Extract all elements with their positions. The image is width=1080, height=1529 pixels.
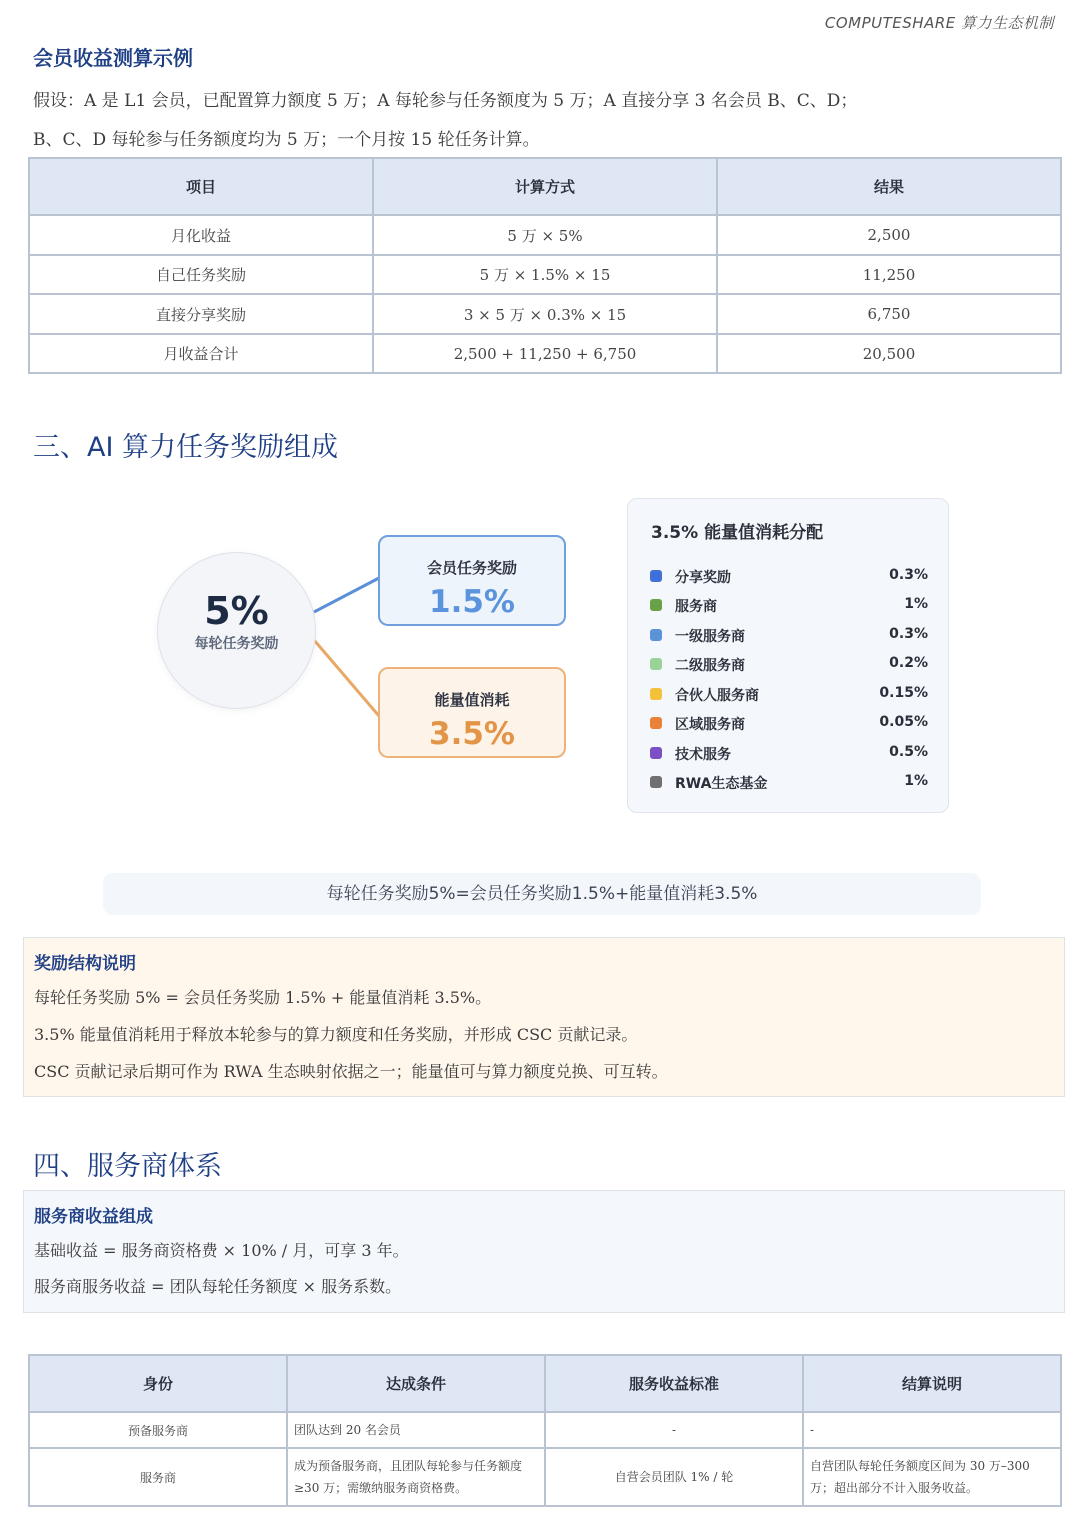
- distribution-item: [650, 713, 928, 735]
- cell-condition: 成为预备服务商，且团队每轮参与任务额度 ≥30 万；需缴纳服务商资格费。: [287, 1448, 545, 1506]
- energy-label: 能量值消耗: [434, 691, 510, 709]
- table-row: [29, 1448, 1061, 1506]
- distribution-item: [650, 772, 928, 794]
- distribution-item-value: 0.15%: [879, 685, 928, 701]
- section-3-title: 三、AI 算力任务奖励组成: [33, 432, 339, 463]
- legend-swatch: [650, 599, 662, 611]
- cell-result: 11,250: [717, 255, 1061, 294]
- distribution-item-value: 0.3%: [889, 567, 928, 583]
- provider-table: [28, 1354, 1062, 1507]
- reward-formula-bar: 每轮任务奖励5%=会员任务奖励1.5%+能量值消耗3.5%: [103, 873, 981, 915]
- distribution-item-value: 1%: [904, 773, 928, 789]
- reward-note-line: CSC 贡献记录后期可作为 RWA 生态映射依据之一；能量值可与算力额度兑换、可互转。: [34, 1062, 668, 1081]
- legend-swatch: [650, 747, 662, 759]
- col-header-role: 身份: [29, 1355, 287, 1412]
- distribution-item-value: 0.2%: [889, 655, 928, 671]
- legend-swatch: [650, 570, 662, 582]
- cell-condition: 团队达到 20 名会员: [287, 1412, 545, 1448]
- example-title: 会员收益测算示例: [33, 46, 193, 70]
- distribution-item: [650, 654, 928, 676]
- cell-result: 2,500: [717, 215, 1061, 255]
- total-reward-label: 每轮任务奖励: [194, 636, 279, 652]
- table-header-row: [29, 1355, 1061, 1412]
- provider-income-note: [23, 1190, 1065, 1313]
- total-reward-value: 5%: [204, 589, 269, 633]
- distribution-item-name: 一级服务商: [675, 629, 745, 645]
- distribution-item-value: 0.5%: [889, 744, 928, 760]
- distribution-title: 3.5% 能量值消耗分配: [651, 523, 824, 543]
- example-assumption-line-2: B、C、D 每轮参与任务额度均为 5 万；一个月按 15 轮任务计算。: [33, 130, 540, 150]
- energy-distribution-panel: [627, 498, 949, 813]
- legend-swatch: [650, 629, 662, 641]
- distribution-item-name: 服务商: [675, 599, 717, 615]
- reward-note-line: 每轮任务奖励 5% = 会员任务奖励 1.5% + 能量值消耗 3.5%。: [34, 988, 492, 1007]
- cell-role: 服务商: [29, 1448, 287, 1506]
- example-assumption-line-1: 假设：A 是 L1 会员，已配置算力额度 5 万；A 每轮参与任务额度为 5 万；A 直接分享 3 名会员 B、C、D；: [33, 91, 858, 111]
- distribution-item-value: 0.05%: [879, 714, 928, 730]
- legend-swatch: [650, 776, 662, 788]
- cell-item: 自己任务奖励: [29, 255, 373, 294]
- distribution-item-value: 0.3%: [889, 626, 928, 642]
- cell-item: 直接分享奖励: [29, 294, 373, 334]
- total-reward-circle: [157, 552, 316, 709]
- distribution-item-name: 合伙人服务商: [675, 688, 759, 704]
- distribution-item-name: RWA生态基金: [675, 776, 768, 792]
- cell-result: 20,500: [717, 334, 1061, 373]
- distribution-item-name: 二级服务商: [675, 658, 745, 674]
- cell-method: 3 × 5 万 × 0.3% × 15: [373, 294, 717, 334]
- provider-income-line: 基础收益 = 服务商资格费 × 10% / 月，可享 3 年。: [34, 1241, 409, 1260]
- col-header-condition: 达成条件: [287, 1355, 545, 1412]
- distribution-item: [650, 743, 928, 765]
- cell-method: 2,500 + 11,250 + 6,750: [373, 334, 717, 373]
- table-row: [29, 1412, 1061, 1448]
- member-reward-value: 1.5%: [429, 584, 515, 620]
- col-header-standard: 服务收益标准: [545, 1355, 803, 1412]
- legend-swatch: [650, 717, 662, 729]
- legend-swatch: [650, 688, 662, 700]
- provider-income-line: 服务商服务收益 = 团队每轮任务额度 × 服务系数。: [34, 1277, 402, 1296]
- cell-item: 月收益合计: [29, 334, 373, 373]
- cell-standard: 自营会员团队 1% / 轮: [545, 1448, 803, 1506]
- distribution-item: [650, 595, 928, 617]
- energy-value: 3.5%: [429, 716, 515, 752]
- reward-note-title: 奖励结构说明: [34, 954, 136, 974]
- cell-settlement: 自营团队每轮任务额度区间为 30 万–300 万；超出部分不计入服务收益。: [803, 1448, 1061, 1506]
- distribution-item: [650, 625, 928, 647]
- section-4-title: 四、服务商体系: [33, 1151, 222, 1182]
- cell-settlement: -: [803, 1412, 1061, 1448]
- distribution-item-name: 技术服务: [675, 747, 731, 763]
- connector-to-member: [314, 578, 379, 612]
- legend-swatch: [650, 658, 662, 670]
- distribution-item: [650, 566, 928, 588]
- member-reward-box: [378, 535, 566, 626]
- col-header-settlement: 结算说明: [803, 1355, 1061, 1412]
- distribution-item: [650, 684, 928, 706]
- col-header-method: 计算方式: [373, 158, 717, 215]
- distribution-item-name: 区域服务商: [675, 717, 745, 733]
- cell-role: 预备服务商: [29, 1412, 287, 1448]
- cell-item: 月化收益: [29, 215, 373, 255]
- connector-to-energy: [314, 640, 379, 716]
- member-reward-label: 会员任务奖励: [426, 559, 517, 577]
- brand-header: COMPUTESHARE 算力生态机制: [824, 14, 1054, 32]
- provider-income-title: 服务商收益组成: [34, 1207, 153, 1227]
- reward-note-line: 3.5% 能量值消耗用于释放本轮参与的算力额度和任务奖励，并形成 CSC 贡献记录。: [34, 1025, 638, 1044]
- reward-structure-note: [23, 937, 1065, 1097]
- cell-method: 5 万 × 5%: [373, 215, 717, 255]
- distribution-item-name: 分享奖励: [675, 570, 731, 586]
- energy-box: [378, 667, 566, 758]
- cell-standard: -: [545, 1412, 803, 1448]
- cell-method: 5 万 × 1.5% × 15: [373, 255, 717, 294]
- cell-result: 6,750: [717, 294, 1061, 334]
- col-header-item: 项目: [29, 158, 373, 215]
- col-header-result: 结果: [717, 158, 1061, 215]
- distribution-item-value: 1%: [904, 596, 928, 612]
